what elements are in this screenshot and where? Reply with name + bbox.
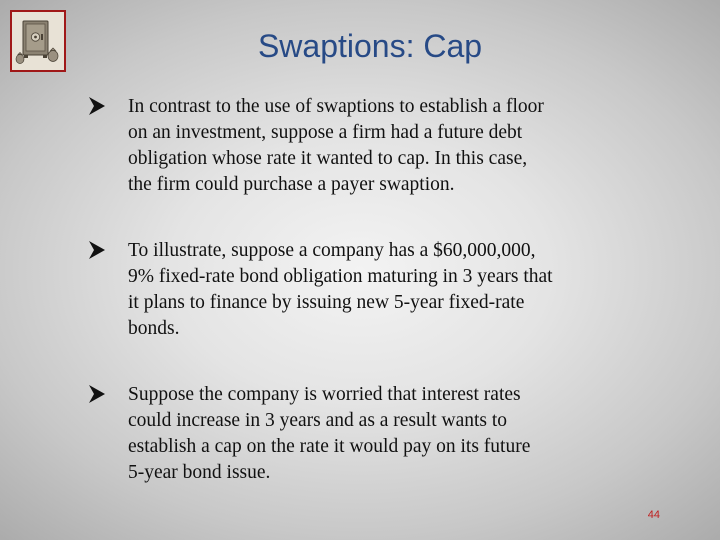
bullet-line: In contrast to the use of swaptions to establish a floor [128, 96, 544, 117]
bullet-line: To illustrate, suppose a company has a $60,000,000, [128, 240, 536, 261]
bullet-line: 9% fixed-rate bond obligation maturing in 3 years that [128, 266, 553, 287]
bullet-line: the firm could purchase a payer swaption. [128, 174, 455, 195]
page-number: 44 [647, 509, 660, 521]
bullet-line: obligation whose rate it wanted to cap. In this case, [128, 148, 528, 169]
bullet-line: on an investment, suppose a firm had a future debt [128, 122, 523, 143]
bullet-line: it plans to finance by issuing new 5-year fixed-rate [128, 292, 525, 313]
bullet-text [128, 382, 688, 486]
arrowhead-bullet-icon [88, 383, 106, 405]
arrowhead-bullet-icon [88, 239, 106, 261]
bullet-line: bonds. [128, 318, 180, 339]
bullet-text [128, 238, 688, 342]
bullet-line: 5-year bond issue. [128, 462, 271, 483]
bullet-line: could increase in 3 years and as a result wants to [128, 410, 508, 431]
bullet-line: establish a cap on the rate it would pay on its future [128, 436, 531, 457]
safe-logo-icon [10, 10, 66, 72]
arrowhead-bullet-icon [88, 95, 106, 117]
slide-title: Swaptions: Cap [257, 28, 483, 64]
bullet-line: Suppose the company is worried that interest rates [128, 384, 521, 405]
bullet-text [128, 94, 688, 198]
